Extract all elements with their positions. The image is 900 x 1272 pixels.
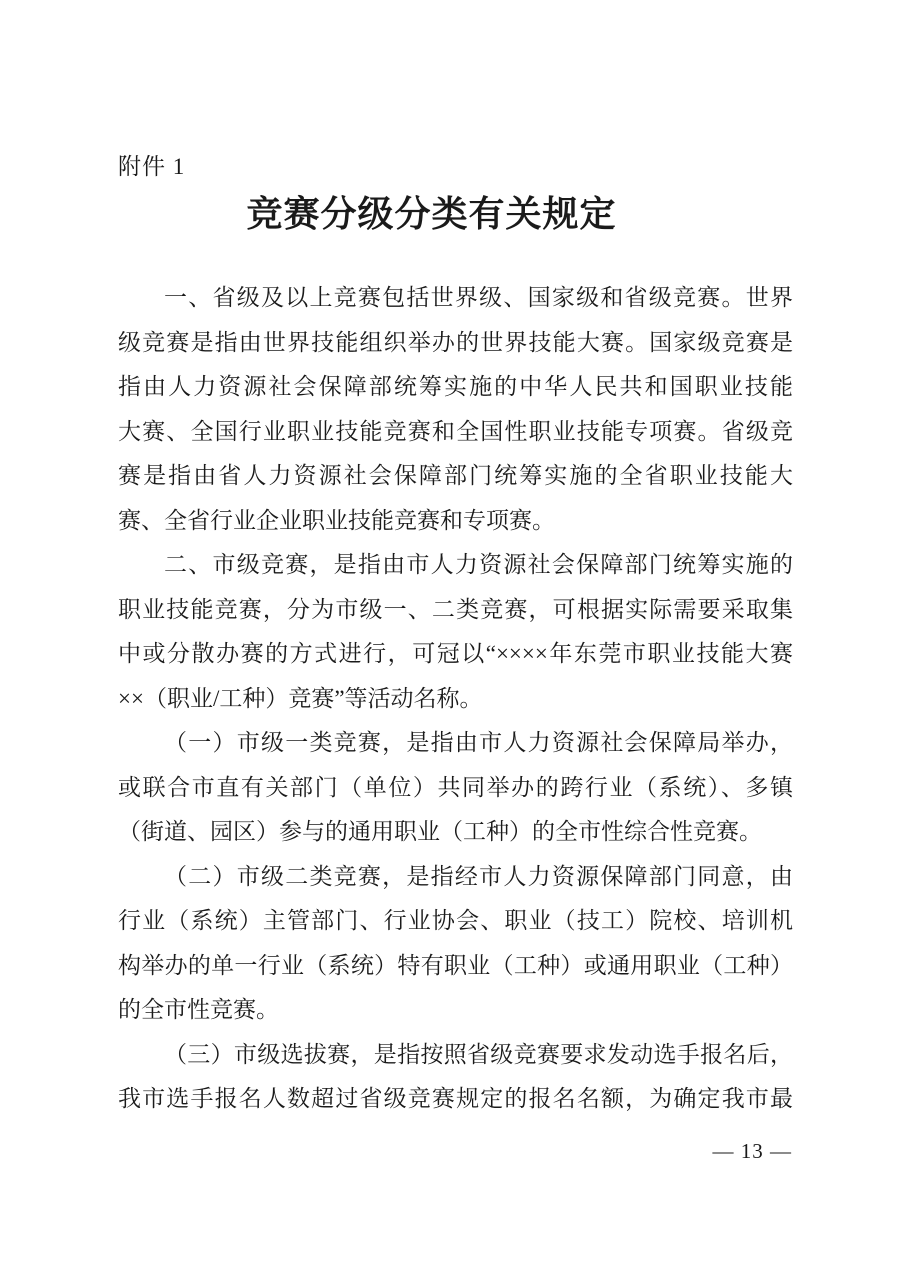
text-line: （三）市级选拔赛，是指按照省级竞赛要求发动选手报名后， [164, 1041, 793, 1067]
text-line: 或联合市直有关部门（单位）共同举办的跨行业（系统）、多镇 [118, 774, 793, 800]
text-line: 的全市性竞赛。 [118, 997, 279, 1022]
text-line: 二、市级竞赛，是指由市人力资源社会保障部门统筹实施的 [164, 552, 793, 577]
text-line: ××（职业/工种）竞赛”等活动名称。 [118, 685, 483, 711]
paragraph [118, 276, 793, 543]
page-number: — 13 — [712, 1139, 792, 1163]
paragraph [118, 1033, 793, 1122]
text-line: （一）市级一类竞赛，是指由市人力资源社会保障局举办， [164, 730, 793, 755]
text-line: 指由人力资源社会保障部统筹实施的中华人民共和国职业技能 [118, 374, 793, 399]
text-line: 中或分散办赛的方式进行，可冠以“××××年东莞市职业技能大赛 [118, 641, 793, 666]
text-line: （街道、园区）参与的通用职业（工种）的全市性综合性竞赛。 [118, 819, 762, 844]
text-line: 职业技能竞赛，分为市级一、二类竞赛，可根据实际需要采取集 [118, 596, 793, 622]
document-body [118, 276, 793, 1122]
page-title: 竞赛分级分类有关规定 [246, 194, 617, 234]
text-line: （二）市级二类竞赛，是指经市人力资源保障部门同意，由 [164, 863, 793, 889]
text-line: 大赛、全国行业职业技能竞赛和全国性职业技能专项赛。省级竞 [118, 418, 793, 444]
text-line: 构举办的单一行业（系统）特有职业（工种）或通用职业（工种） [118, 952, 793, 978]
paragraph [118, 721, 793, 855]
text-line: 赛、全省行业企业职业技能竞赛和专项赛。 [118, 507, 555, 533]
paragraph [118, 543, 793, 721]
attachment-label: 附件 1 [118, 154, 186, 179]
text-line: 级竞赛是指由世界技能组织举办的世界技能大赛。国家级竞赛是 [118, 329, 793, 355]
paragraph [118, 855, 793, 1033]
text-line: 我市选手报名人数超过省级竞赛规定的报名名额，为确定我市最 [118, 1086, 793, 1111]
text-line: 赛是指由省人力资源社会保障部门统筹实施的全省职业技能大 [118, 463, 793, 488]
text-line: 行业（系统）主管部门、行业协会、职业（技工）院校、培训机 [118, 908, 793, 933]
text-line: 一、省级及以上竞赛包括世界级、国家级和省级竞赛。世界 [164, 285, 793, 310]
